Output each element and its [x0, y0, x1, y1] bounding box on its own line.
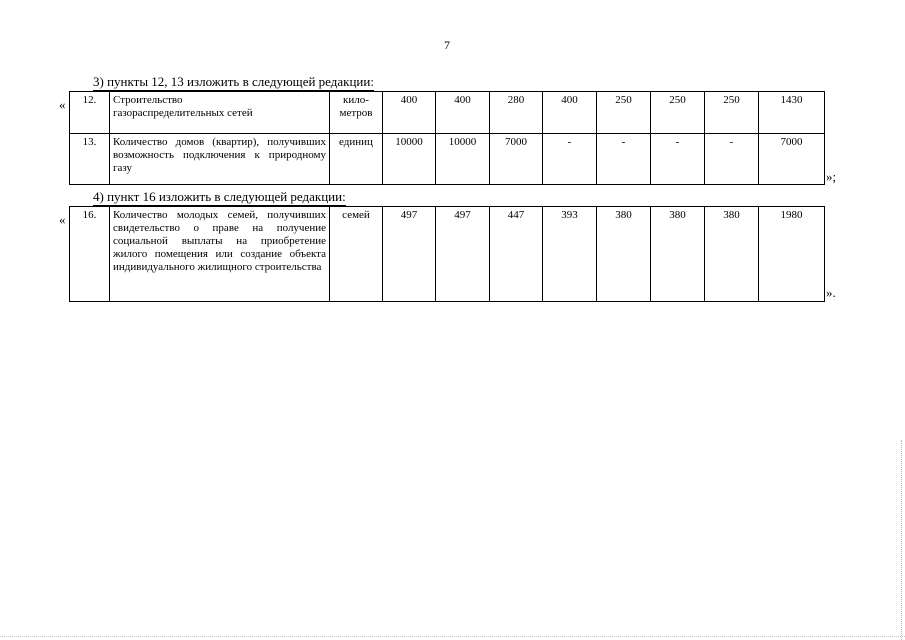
value-cell: 1980	[759, 207, 825, 302]
unit-cell: семей	[330, 207, 383, 302]
value-cell: -	[597, 134, 651, 185]
value-cell: 7000	[759, 134, 825, 185]
indicator-name: Количество домов (квартир), получивших возможность подключения к природному газу	[110, 134, 330, 185]
value-cell: -	[543, 134, 597, 185]
value-cell: 280	[490, 92, 543, 134]
section-4-heading-text: 4) пункт 16 изложить в следующей редакции:	[93, 189, 346, 204]
table-row	[70, 207, 825, 302]
value-cell: 250	[651, 92, 705, 134]
scan-edge	[901, 440, 902, 640]
value-cell: 380	[651, 207, 705, 302]
value-cell: 1430	[759, 92, 825, 134]
value-cell: 10000	[383, 134, 436, 185]
open-quote: «	[59, 212, 66, 227]
table-row	[70, 92, 825, 134]
value-cell: 7000	[490, 134, 543, 185]
value-cell: 497	[383, 207, 436, 302]
close-quote: ».	[826, 285, 836, 300]
close-quote: »;	[826, 169, 837, 184]
section-3-heading-text: 3) пункты 12, 13 изложить в следующей редакции:	[93, 74, 374, 89]
value-cell: 447	[490, 207, 543, 302]
section-3-heading	[93, 74, 374, 90]
value-cell: 393	[543, 207, 597, 302]
value-cell: 497	[436, 207, 490, 302]
row-number: 16.	[70, 207, 110, 302]
value-cell: 400	[543, 92, 597, 134]
section-3-table	[69, 91, 825, 185]
section-4-table	[69, 206, 825, 302]
value-cell: 380	[597, 207, 651, 302]
unit-cell: единиц	[330, 134, 383, 185]
section-4-heading	[93, 189, 346, 205]
row-number: 12.	[70, 92, 110, 134]
value-cell: -	[651, 134, 705, 185]
scan-edge	[0, 636, 905, 637]
value-cell: -	[705, 134, 759, 185]
unit-cell: кило- метров	[330, 92, 383, 134]
value-cell: 400	[383, 92, 436, 134]
table-row	[70, 134, 825, 185]
value-cell: 250	[705, 92, 759, 134]
value-cell: 250	[597, 92, 651, 134]
page-number: 7	[444, 38, 450, 52]
indicator-name: Строительство газораспределительных сетей	[110, 92, 330, 134]
row-number: 13.	[70, 134, 110, 185]
indicator-name: Количество молодых семей, получивших свидетельство о праве на получение социальной выплаты на приобретение жилого помещения или создание объекта индивидуального жилищного строительства	[110, 207, 330, 302]
value-cell: 400	[436, 92, 490, 134]
open-quote: «	[59, 97, 66, 112]
value-cell: 10000	[436, 134, 490, 185]
value-cell: 380	[705, 207, 759, 302]
